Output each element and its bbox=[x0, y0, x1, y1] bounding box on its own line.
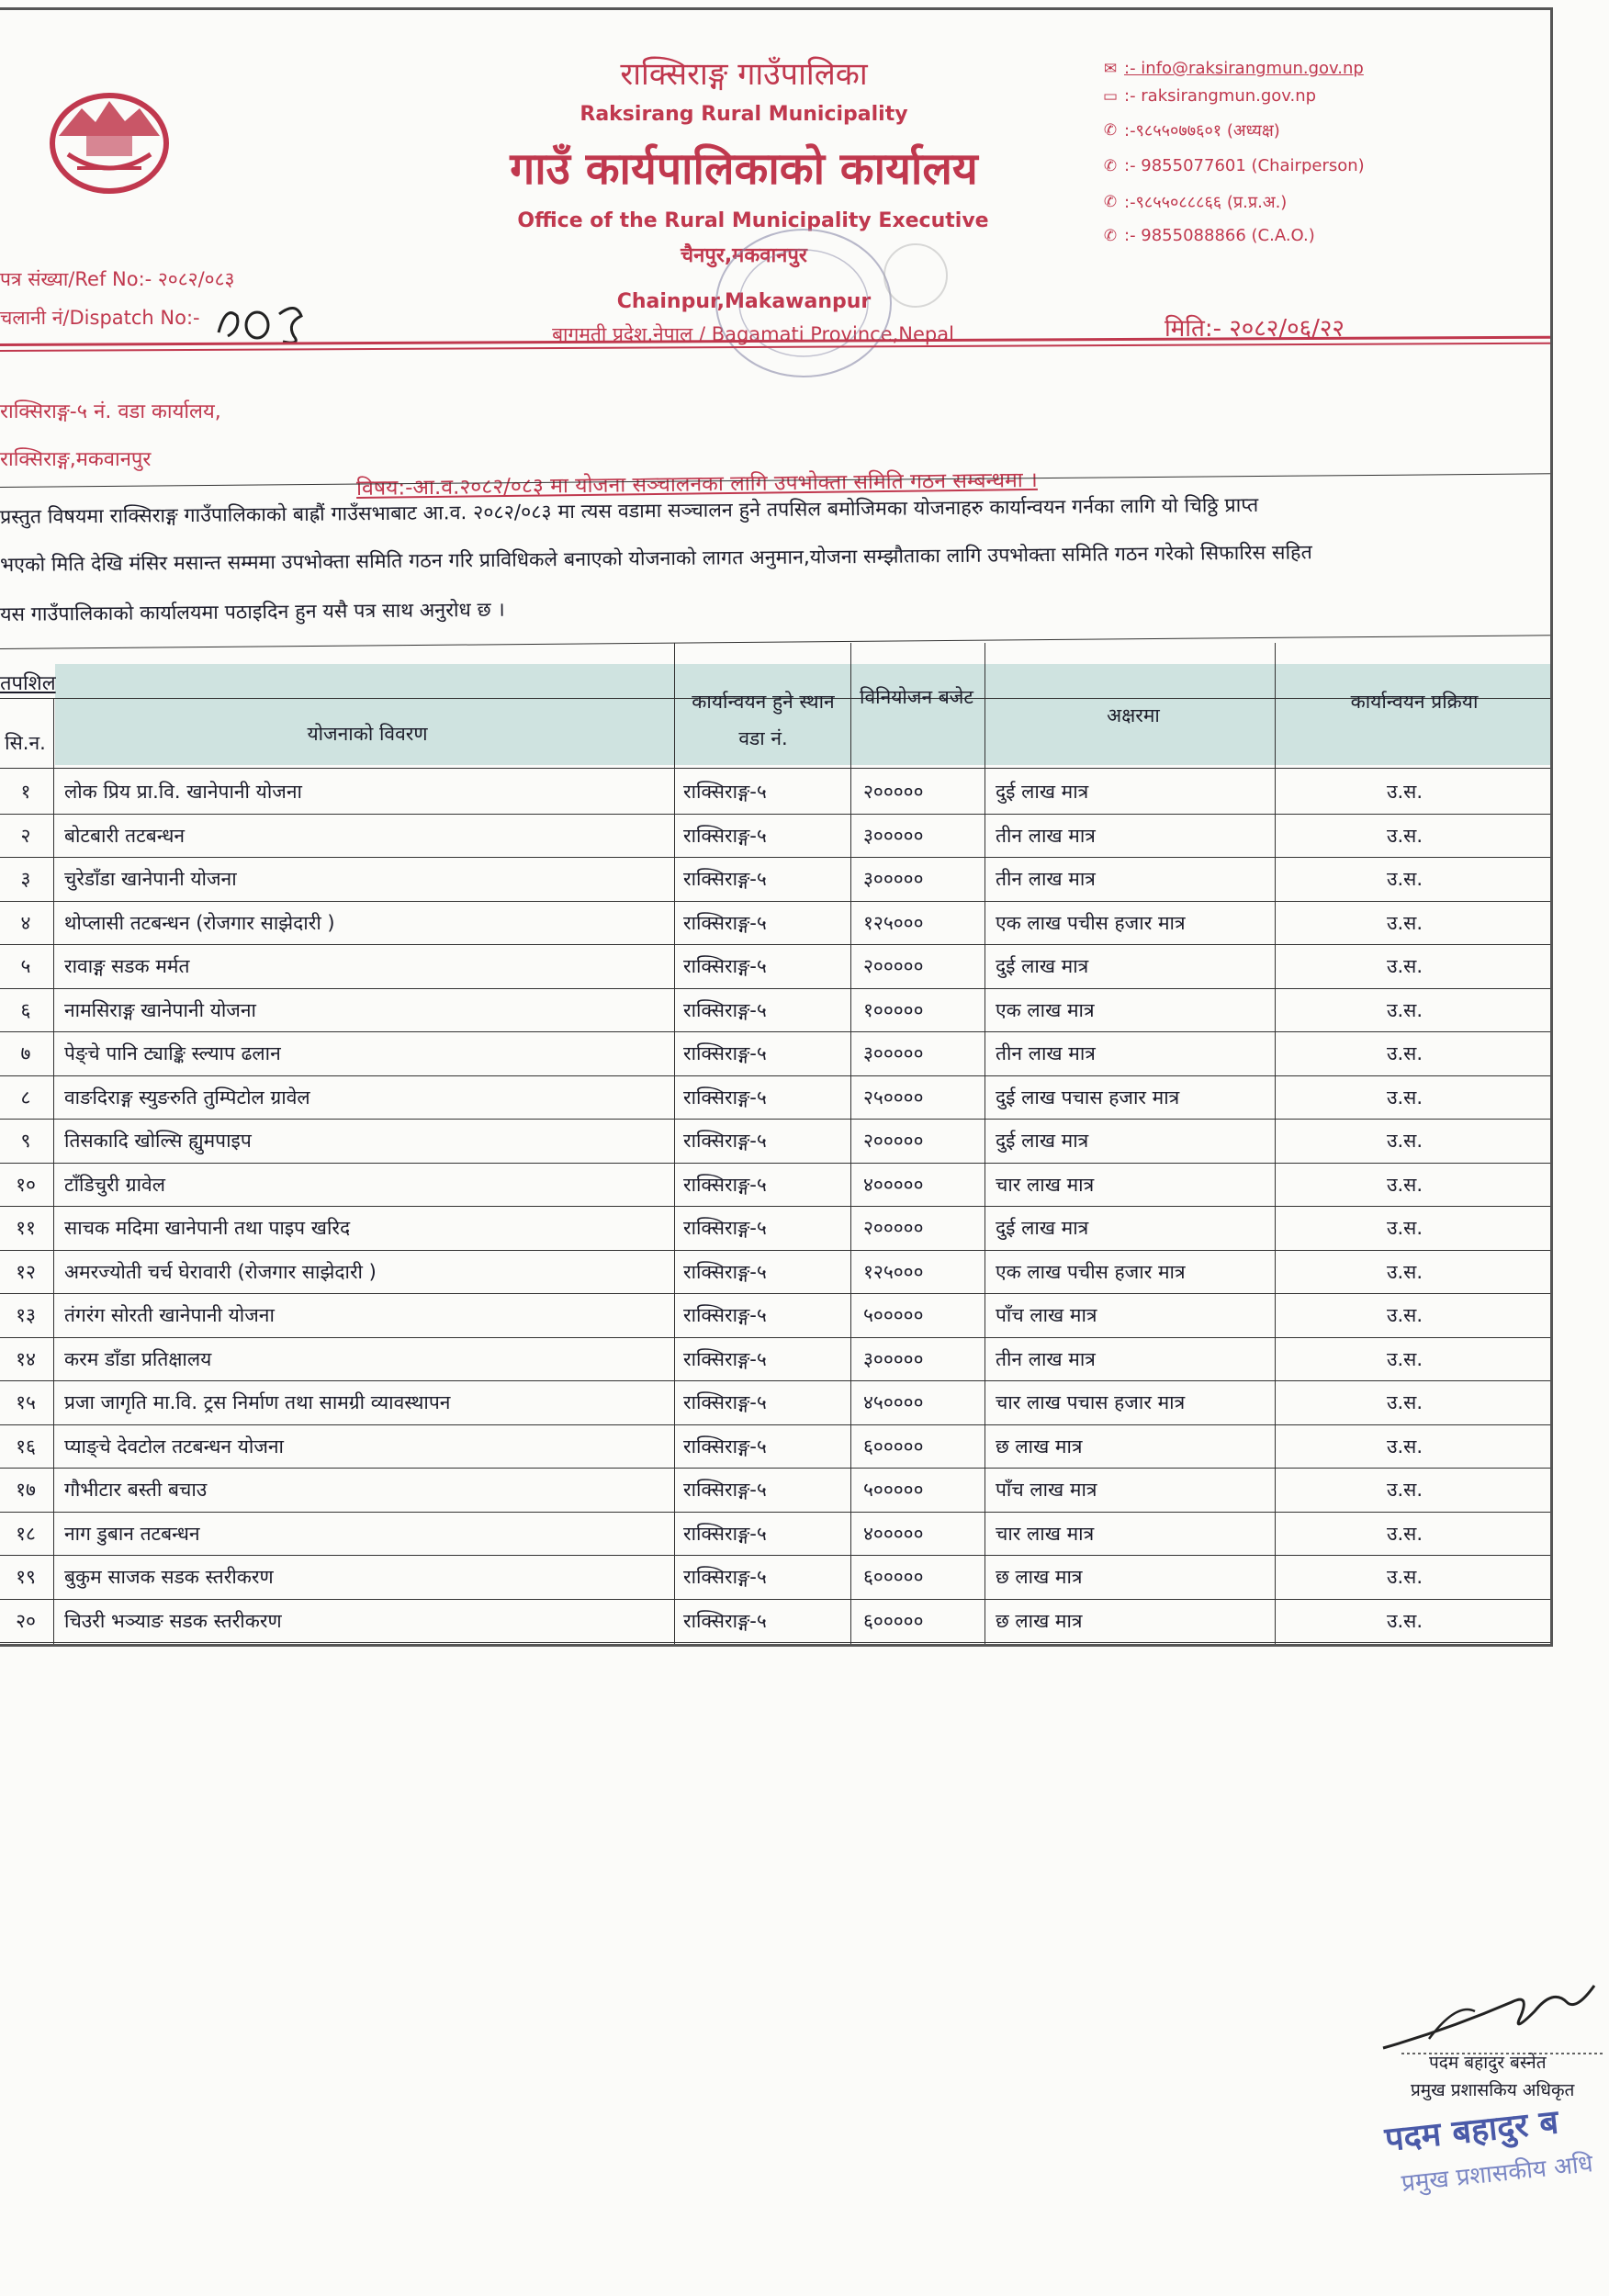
row-location: राक्सिराङ्ग-५ bbox=[683, 955, 767, 977]
body-line-2: भएको मिति देखि मंसिर मसान्त सम्ममा उपभोक्ता समिति गठन गरि प्राविधिकले बनाएको योजनाको लागत अनुमान,योजना सम्झौताका लागि उपभोक्ता समिति गठन गरेको सिफारिस सहित bbox=[0, 541, 1312, 577]
row-sn: ११ bbox=[16, 1217, 36, 1239]
row-in-words: छ लाख मात्र bbox=[996, 1566, 1083, 1588]
row-location: राक्सिराङ्ग-५ bbox=[683, 1086, 767, 1109]
signature-stamp-name: पदम बहादुर ब bbox=[1383, 2103, 1560, 2159]
row-budget: ६००००० bbox=[863, 1609, 924, 1632]
office-name-en: Office of the Rural Municipality Executive bbox=[517, 209, 989, 232]
row-budget: २००००० bbox=[863, 955, 924, 977]
row-budget: २००००० bbox=[863, 1217, 924, 1239]
row-description: चुरेडाँडा खानेपानी योजना bbox=[64, 868, 237, 890]
table-row bbox=[0, 1337, 1561, 1379]
row-description: साचक मदिमा खानेपानी तथा पाइप खरिद bbox=[64, 1217, 351, 1239]
row-process: उ.स. bbox=[1387, 998, 1423, 1021]
row-description: बोटबारी तटबन्धन bbox=[64, 824, 186, 847]
row-location: राक्सिराङ्ग-५ bbox=[683, 1391, 767, 1413]
table-row bbox=[0, 988, 1561, 1030]
row-budget: ४००००० bbox=[863, 1173, 924, 1196]
row-process: उ.स. bbox=[1387, 868, 1423, 890]
row-budget: २००००० bbox=[863, 1130, 924, 1152]
row-in-words: एक लाख पचीस हजार मात्र bbox=[996, 911, 1186, 934]
row-sn: १० bbox=[16, 1173, 36, 1196]
table-row bbox=[0, 901, 1561, 943]
row-process: उ.स. bbox=[1387, 1522, 1423, 1545]
phone-icon: ✆ bbox=[1103, 226, 1118, 245]
row-in-words: तीन लाख मात्र bbox=[996, 868, 1096, 890]
row-description: बुकुम साजक सडक स्तरीकरण bbox=[64, 1566, 274, 1588]
row-budget: ५००००० bbox=[863, 1304, 924, 1326]
contact-phone-4 bbox=[1100, 226, 1315, 245]
row-sn: ८ bbox=[20, 1086, 31, 1109]
row-in-words: चार लाख मात्र bbox=[996, 1173, 1095, 1196]
row-location: राक्सिराङ्ग-५ bbox=[683, 1042, 767, 1064]
table-row bbox=[0, 1512, 1561, 1554]
contact-website bbox=[1100, 86, 1316, 106]
contact-phone-1-text: :-९८५५०७७६०१ (अध्यक्ष) bbox=[1124, 121, 1280, 141]
row-sn: १५ bbox=[16, 1391, 36, 1413]
row-budget: २००००० bbox=[863, 781, 924, 803]
row-budget: ४००००० bbox=[863, 1522, 924, 1545]
row-budget: ३००००० bbox=[863, 868, 924, 890]
contact-phone-2 bbox=[1100, 156, 1365, 175]
row-location: राक्सिराङ्ग-५ bbox=[683, 1435, 767, 1458]
table-row bbox=[0, 1424, 1561, 1467]
handwritten-dispatch-number bbox=[213, 296, 309, 347]
row-location: राक्सिराङ्ग-५ bbox=[683, 911, 767, 934]
office-address: बागमती प्रदेश,नेपाल / Bagamati Province,Nepal bbox=[552, 323, 954, 345]
dispatch-number: चलानी नं/Dispatch No:- bbox=[0, 307, 200, 329]
row-sn: १९ bbox=[16, 1566, 36, 1588]
row-process: उ.स. bbox=[1387, 1130, 1423, 1152]
signatory-name: पदम बहादुर बस्नेत bbox=[1429, 2053, 1547, 2073]
contact-phone-1 bbox=[1100, 119, 1280, 141]
contact-phone-3 bbox=[1100, 191, 1287, 213]
row-budget: ३००००० bbox=[863, 1347, 924, 1370]
header-description: योजनाको विवरण bbox=[307, 723, 428, 745]
row-location: राक्सिराङ्ग-५ bbox=[683, 1479, 767, 1501]
row-in-words: चार लाख पचास हजार मात्र bbox=[996, 1391, 1186, 1413]
row-budget: ६००००० bbox=[863, 1566, 924, 1588]
table-row bbox=[0, 1250, 1561, 1292]
ref-number: पत्र संख्या/Ref No:- २०८२/०८३ bbox=[0, 268, 235, 290]
row-budget: १२५००० bbox=[863, 1260, 924, 1283]
header-location: कार्यान्वयन हुने स्थान वडा नं. bbox=[692, 691, 835, 749]
row-location: राक्सिराङ्ग-५ bbox=[683, 1522, 767, 1545]
row-in-words: पाँच लाख मात्र bbox=[996, 1304, 1097, 1326]
row-budget: १००००० bbox=[863, 998, 924, 1021]
row-sn: ६ bbox=[20, 998, 31, 1021]
row-description: तंगरंग सोरती खानेपानी योजना bbox=[64, 1304, 275, 1326]
row-budget: ३००००० bbox=[863, 824, 924, 847]
table-row bbox=[0, 1031, 1561, 1074]
row-in-words: एक लाख मात्र bbox=[996, 998, 1095, 1021]
row-description: गौभीटार बस्ती बचाउ bbox=[64, 1479, 208, 1501]
table-header-rule bbox=[0, 768, 1550, 769]
row-sn: १४ bbox=[16, 1347, 36, 1370]
row-location: राक्सिराङ्ग-५ bbox=[683, 1130, 767, 1152]
row-in-words: दुई लाख पचास हजार मात्र bbox=[996, 1086, 1180, 1109]
row-location: राक्सिराङ्ग-५ bbox=[683, 868, 767, 890]
row-description: प्याङ्चे देवटोल तटबन्धन योजना bbox=[64, 1435, 284, 1458]
subject-line: विषय:-आ.व.२०८२/०८३ मा योजना सञ्चालनका लागि उपभोक्ता समिति गठन सम्बन्धमा । bbox=[355, 467, 1038, 501]
table-row bbox=[0, 1468, 1561, 1510]
row-in-words: दुई लाख मात्र bbox=[996, 955, 1089, 977]
table-row bbox=[0, 814, 1561, 856]
phone-icon: ✆ bbox=[1103, 121, 1118, 140]
contact-phone-4-text: :- 9855088866 (C.A.O.) bbox=[1124, 226, 1315, 245]
row-description: रावाङ्ग सडक मर्मत bbox=[64, 955, 190, 977]
row-description: नाग डुबान तटबन्धन bbox=[64, 1522, 200, 1545]
row-process: उ.स. bbox=[1387, 1217, 1423, 1239]
row-process: उ.स. bbox=[1387, 1609, 1423, 1632]
row-location: राक्सिराङ्ग-५ bbox=[683, 1347, 767, 1370]
row-in-words: दुई लाख मात्र bbox=[996, 1130, 1089, 1152]
header-sn: सि.न. bbox=[5, 732, 46, 754]
recipient-address: राक्सिराङ्ग,मकवानपुर bbox=[0, 448, 152, 471]
row-sn: २ bbox=[20, 824, 31, 847]
row-in-words: तीन लाख मात्र bbox=[996, 824, 1096, 847]
row-description: वाङदिराङ्ग स्युङरुति तुम्पिटोल ग्रावेल bbox=[64, 1086, 310, 1109]
row-process: उ.स. bbox=[1387, 1086, 1423, 1109]
table-row bbox=[0, 857, 1561, 899]
mail-icon: ✉ bbox=[1103, 59, 1118, 78]
row-process: उ.स. bbox=[1387, 1566, 1423, 1588]
row-location: राक्सिराङ्ग-५ bbox=[683, 1304, 767, 1326]
row-budget: ५००००० bbox=[863, 1479, 924, 1501]
row-description: चिउरी भञ्याङ सडक स्तरीकरण bbox=[64, 1609, 282, 1632]
row-process: उ.स. bbox=[1387, 824, 1423, 847]
row-location: राक्सिराङ्ग-५ bbox=[683, 781, 767, 803]
row-in-words: एक लाख पचीस हजार मात्र bbox=[996, 1260, 1186, 1283]
row-location: राक्सिराङ्ग-५ bbox=[683, 824, 767, 847]
row-location: राक्सिराङ्ग-५ bbox=[683, 998, 767, 1021]
header-process: कार्यान्वयन प्रक्रिया bbox=[1350, 691, 1479, 713]
row-location: राक्सिराङ्ग-५ bbox=[683, 1566, 767, 1588]
row-location: राक्सिराङ्ग-५ bbox=[683, 1609, 767, 1632]
municipality-name-np: राक्सिराङ्ग गाउँपालिका bbox=[620, 56, 868, 93]
frame-bottom-border bbox=[0, 1644, 1553, 1647]
table-row bbox=[0, 1599, 1561, 1641]
table-row bbox=[0, 944, 1561, 986]
contact-email bbox=[1100, 59, 1364, 78]
schedule-title: तपशिल bbox=[0, 672, 56, 695]
signatory-title: प्रमुख प्रशासकिय अधिकृत bbox=[1411, 2080, 1575, 2100]
body-bottom-rule bbox=[0, 635, 1550, 649]
row-process: उ.स. bbox=[1387, 911, 1423, 934]
row-process: उ.स. bbox=[1387, 1435, 1423, 1458]
row-description: तिसकादि खोल्सि ह्युमपाइप bbox=[64, 1130, 252, 1152]
row-sn: १६ bbox=[16, 1435, 36, 1458]
row-in-words: दुई लाख मात्र bbox=[996, 781, 1089, 803]
row-sn: १८ bbox=[16, 1522, 36, 1545]
row-sn: १ bbox=[20, 781, 31, 803]
row-description: नामसिराङ्ग खानेपानी योजना bbox=[64, 998, 256, 1021]
row-budget: २५०००० bbox=[863, 1086, 924, 1109]
row-location: राक्सिराङ्ग-५ bbox=[683, 1217, 767, 1239]
row-sn: ७ bbox=[20, 1042, 31, 1064]
row-sn: ९ bbox=[20, 1130, 31, 1152]
row-description: टाँडिचुरी ग्रावेल bbox=[64, 1173, 165, 1196]
table-row bbox=[0, 1206, 1561, 1248]
row-sn: ३ bbox=[20, 868, 31, 890]
row-process: उ.स. bbox=[1387, 955, 1423, 977]
row-budget: ६००००० bbox=[863, 1435, 924, 1458]
office-seal-stamp bbox=[675, 211, 951, 395]
row-description: अमरज्योती चर्च घेरावारी (रोजगार साझेदारी ) bbox=[64, 1260, 377, 1283]
header-in-words: अक्षरमा bbox=[1107, 704, 1160, 726]
row-process: उ.स. bbox=[1387, 1042, 1423, 1064]
row-sn: १२ bbox=[16, 1260, 36, 1283]
frame-top-border bbox=[0, 7, 1552, 10]
row-sn: ४ bbox=[20, 911, 31, 934]
contact-phone-2-text: :- 9855077601 (Chairperson) bbox=[1124, 156, 1365, 175]
recipient-office: राक्सिराङ्ग-५ नं. वडा कार्यालय, bbox=[0, 400, 221, 423]
row-sn: १७ bbox=[16, 1479, 36, 1501]
office-name-np: गाउँ कार्यपालिकाको कार्यालय bbox=[510, 143, 978, 195]
row-budget: ४५०००० bbox=[863, 1391, 924, 1413]
letter-date: मिति:- २०८२/०६/२२ bbox=[1165, 315, 1345, 343]
row-description: प्रजा जागृति मा.वि. ट्रस निर्माण तथा सामग्री व्यावस्थापन bbox=[64, 1391, 451, 1413]
row-in-words: तीन लाख मात्र bbox=[996, 1347, 1096, 1370]
office-location-np: चैनपुर,मकवानपुर bbox=[681, 244, 807, 267]
row-in-words: पाँच लाख मात्र bbox=[996, 1479, 1097, 1501]
row-budget: १२५००० bbox=[863, 911, 924, 934]
header-budget: विनियोजन बजेट bbox=[860, 686, 973, 708]
row-process: उ.स. bbox=[1387, 781, 1423, 803]
phone-icon: ✆ bbox=[1103, 156, 1118, 175]
contact-email-text: :- info@raksirangmun.gov.np bbox=[1124, 59, 1364, 78]
row-description: करम डाँडा प्रतिक्षालय bbox=[64, 1347, 212, 1370]
row-sn: १३ bbox=[16, 1304, 36, 1326]
row-process: उ.स. bbox=[1387, 1479, 1423, 1501]
row-process: उ.स. bbox=[1387, 1173, 1423, 1196]
table-row bbox=[0, 1163, 1561, 1205]
body-line-3: यस गाउँपालिकाको कार्यालयमा पठाइदिन हुन यसै पत्र साथ अनुरोध छ । bbox=[0, 598, 505, 626]
row-process: उ.स. bbox=[1387, 1391, 1423, 1413]
row-process: उ.स. bbox=[1387, 1347, 1423, 1370]
table-row bbox=[0, 1119, 1561, 1161]
computer-icon: ▭ bbox=[1102, 86, 1119, 106]
row-in-words: छ लाख मात्र bbox=[996, 1609, 1083, 1632]
signature-stamp-title: प्रमुख प्रशासकीय अधि bbox=[1400, 2150, 1594, 2198]
row-budget: ३००००० bbox=[863, 1042, 924, 1064]
row-process: उ.स. bbox=[1387, 1260, 1423, 1283]
table-row bbox=[0, 1075, 1561, 1118]
row-sn: ५ bbox=[20, 955, 31, 977]
table-row-divider bbox=[0, 1642, 1550, 1643]
row-in-words: छ लाख मात्र bbox=[996, 1435, 1083, 1458]
table-row bbox=[0, 1293, 1561, 1335]
row-description: थोप्लासी तटबन्धन (रोजगार साझेदारी ) bbox=[64, 911, 335, 934]
phone-icon: ✆ bbox=[1103, 193, 1118, 211]
handwritten-signature bbox=[1374, 1975, 1603, 2057]
table-row bbox=[0, 1555, 1561, 1597]
row-in-words: दुई लाख मात्र bbox=[996, 1217, 1089, 1239]
contact-phone-3-text: :-९८५५०८८८६६ (प्र.प्र.अ.) bbox=[1124, 193, 1288, 212]
table-row bbox=[0, 1380, 1561, 1423]
row-process: उ.स. bbox=[1387, 1304, 1423, 1326]
table-row bbox=[0, 770, 1561, 812]
row-in-words: तीन लाख मात्र bbox=[996, 1042, 1096, 1064]
row-location: राक्सिराङ्ग-५ bbox=[683, 1173, 767, 1196]
row-description: लोक प्रिय प्रा.वि. खानेपानी योजना bbox=[64, 781, 302, 803]
row-location: राक्सिराङ्ग-५ bbox=[683, 1260, 767, 1283]
contact-website-text: :- raksirangmun.gov.np bbox=[1124, 86, 1317, 106]
nepal-emblem-logo bbox=[40, 81, 178, 200]
municipality-name-en: Raksirang Rural Municipality bbox=[579, 103, 908, 126]
row-in-words: चार लाख मात्र bbox=[996, 1522, 1095, 1545]
row-description: पेङ्चे पानि ट्याङ्कि स्ल्याप ढलान bbox=[64, 1042, 281, 1064]
office-location-en: Chainpur,Makawanpur bbox=[616, 290, 872, 313]
row-sn: २० bbox=[16, 1609, 36, 1632]
body-line-1: प्रस्तुत विषयमा राक्सिराङ्ग गाउँपालिकाको बाह्रौं गाउँसभाबाट आ.व. २०८२/०८३ मा त्यस वडामा सञ्चालन हुने तपसिल बमोजिमका योजनाहरु कार्यान्वयन गर्नका लागि यो चिठ्ठि प्राप्त bbox=[0, 493, 1259, 529]
